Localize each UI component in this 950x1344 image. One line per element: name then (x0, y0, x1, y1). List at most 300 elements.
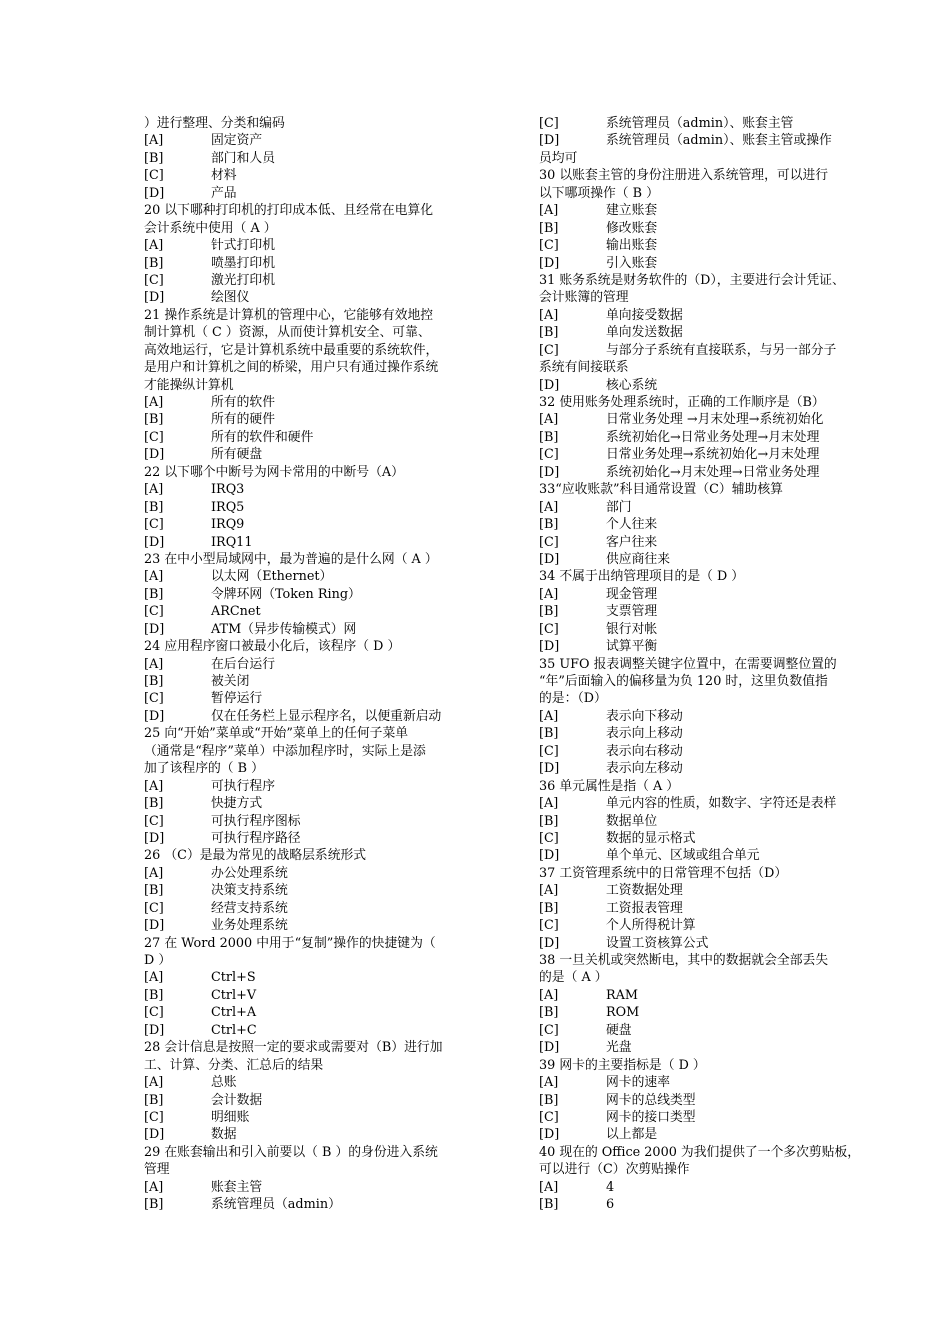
question-text-line: 34 不属于出纳管理项目的是（ D ） (539, 569, 745, 585)
question-text-line: 29 在账套输出和引入前要以（ B ）的身份进入系统 (144, 1144, 438, 1160)
answer-option (144, 673, 484, 690)
option-label: [B] (144, 796, 164, 812)
answer-option (539, 603, 885, 620)
option-text: Ctrl+V (211, 987, 257, 1003)
question-text-line: 工、计算、分类、汇总后的结果 (144, 1057, 324, 1073)
option-label: [C] (144, 1109, 164, 1125)
answer-option (144, 690, 484, 707)
option-text: 以太网（Ethernet） (211, 569, 333, 585)
option-text: 所有硬盘 (211, 447, 263, 463)
option-label: [D] (539, 255, 560, 271)
option-text: 快捷方式 (211, 796, 263, 812)
option-label: [A] (144, 395, 164, 410)
option-text: 暂停运行 (211, 691, 263, 707)
option-label: [A] (539, 586, 559, 602)
question-text-line: 系统有间接联系 (539, 360, 629, 376)
option-text: 数据的显示格式 (606, 830, 696, 846)
option-label: [A] (144, 656, 164, 672)
option-label: [A] (539, 499, 559, 515)
question-text-line: 员均可 (539, 150, 578, 166)
option-label: [C] (144, 429, 164, 445)
option-text: 修改账套 (606, 220, 658, 236)
question-text-line: （通常是“程序”菜单）中添加程序时，实际上是添 (144, 743, 426, 759)
answer-option (144, 621, 484, 638)
right-column (539, 115, 885, 1214)
option-label: [C] (539, 238, 559, 254)
option-text: 引入账套 (606, 255, 658, 271)
option-label: [A] (539, 708, 559, 724)
question-text-line: 的是（ A ） (539, 970, 608, 986)
option-label: [C] (539, 116, 559, 131)
option-text: Ctrl+S (211, 970, 256, 986)
answer-option (539, 255, 885, 272)
option-text: IRQ11 (211, 534, 253, 550)
option-label: [A] (144, 238, 164, 254)
answer-option (144, 882, 484, 899)
answer-option (539, 132, 885, 149)
option-text: 支票管理 (606, 604, 658, 620)
option-label: [A] (144, 865, 164, 881)
answer-option (144, 394, 484, 411)
answer-option (539, 1022, 885, 1039)
option-label: [B] (539, 517, 559, 533)
answer-option (539, 534, 885, 551)
answer-option (144, 411, 484, 428)
option-label: [A] (539, 883, 559, 899)
answer-option (539, 237, 885, 254)
answer-option (539, 1074, 885, 1091)
question-text-line: 25 向“开始”菜单或“开始”菜单上的任何子菜单 (144, 726, 409, 742)
answer-option (539, 847, 885, 864)
option-text: 设置工资核算公式 (606, 935, 709, 951)
option-label: [B] (144, 499, 164, 515)
option-label: [C] (539, 342, 559, 358)
answer-option (539, 220, 885, 237)
option-text: ATM（异步传输模式）网 (211, 621, 357, 637)
option-label: [D] (144, 1022, 165, 1038)
option-text: 系统管理员（admin）、账套主管或操作 (606, 133, 832, 149)
option-text: 单向发送数据 (606, 325, 683, 341)
answer-option (539, 760, 885, 777)
option-text: Ctrl+C (211, 1022, 257, 1038)
option-label: [A] (144, 970, 164, 986)
option-text: ARCnet (211, 604, 261, 620)
option-text: 被关闭 (211, 674, 250, 689)
answer-option (539, 324, 885, 341)
option-text: 银行对帐 (606, 621, 658, 637)
option-text: 针式打印机 (211, 238, 275, 254)
question-text-line: 23 在中小型局域网中，最为普遍的是什么网（ A ） (144, 551, 438, 567)
option-text: 表示向下移动 (606, 708, 683, 724)
option-text: 建立账套 (606, 203, 658, 219)
option-label: [C] (144, 900, 164, 916)
option-label: [D] (539, 761, 560, 777)
option-text: 办公处理系统 (211, 865, 288, 881)
answer-option (539, 1126, 885, 1143)
option-text: Ctrl+A (211, 1005, 257, 1021)
option-label: [D] (539, 464, 560, 480)
question-text-line: 37 工资管理系统中的日常管理不包括（D） (539, 865, 788, 881)
answer-option (144, 534, 484, 551)
option-label: [B] (144, 586, 164, 602)
answer-option (539, 516, 885, 533)
question-text-line: ）进行整理、分类和编码 (144, 116, 285, 131)
option-text: 可执行程序图标 (211, 813, 301, 829)
option-label: [C] (539, 1109, 559, 1125)
option-label: [A] (539, 987, 559, 1003)
question-text-line: 21 操作系统是计算机的管理中心，它能够有效地控 (144, 307, 434, 323)
option-label: [A] (144, 1075, 164, 1091)
answer-option (144, 132, 484, 149)
answer-option (539, 1092, 885, 1109)
option-text: 单元内容的性质，如数字、字符还是表样 (606, 796, 837, 812)
option-label: [D] (144, 534, 165, 550)
option-text: 客户往来 (606, 534, 658, 550)
answer-option (539, 1004, 885, 1021)
answer-option (144, 987, 484, 1004)
option-label: [C] (539, 621, 559, 637)
option-label: [B] (539, 1197, 559, 1213)
option-label: [C] (539, 743, 559, 759)
option-label: [C] (144, 691, 164, 707)
option-label: [D] (144, 830, 165, 846)
answer-option (144, 865, 484, 882)
option-text: 系统管理员（admin）、账套主管 (606, 116, 794, 131)
answer-option (539, 917, 885, 934)
option-label: [D] (539, 551, 560, 567)
answer-option (539, 551, 885, 568)
option-label: [A] (539, 796, 559, 812)
question-text-line: 以下哪项操作（ B ） (539, 185, 659, 201)
answer-option (539, 813, 885, 830)
option-label: [B] (539, 726, 559, 742)
option-text: 所有的硬件 (211, 412, 275, 428)
option-text: IRQ3 (211, 482, 245, 498)
answer-option (539, 882, 885, 899)
answer-option (539, 725, 885, 742)
answer-option (539, 115, 885, 132)
option-label: [D] (539, 377, 560, 393)
option-text: 令牌环网（Token Ring） (211, 586, 361, 602)
question-text-line: “年”后面输入的偏移量为负 120 时，这里负数值指 (539, 674, 828, 689)
answer-option (539, 987, 885, 1004)
option-label: [B] (144, 987, 164, 1003)
answer-option (539, 429, 885, 446)
answer-option (539, 1179, 885, 1196)
answer-option (144, 150, 484, 167)
option-text: 核心系统 (606, 377, 658, 393)
option-text: 部门 (606, 499, 632, 515)
option-label: [B] (539, 1005, 559, 1021)
question-text-line: 才能操纵计算机 (144, 377, 234, 393)
option-text: 可执行程序 (211, 778, 275, 794)
option-label: [A] (144, 778, 164, 794)
question-text-line: 30 以账套主管的身份注册进入系统管理，可以进行 (539, 168, 829, 184)
option-label: [C] (539, 830, 559, 846)
option-label: [C] (539, 1022, 559, 1038)
question-text-line: 会计系统中使用（ A ） (144, 220, 277, 236)
question-text-line: D ） (144, 953, 172, 968)
option-label: [A] (539, 1179, 559, 1195)
option-text: 喷墨打印机 (211, 255, 275, 271)
option-label: [B] (144, 412, 164, 428)
option-text: 与部分子系统有直接联系，与另一部分子 (606, 342, 837, 358)
answer-option (539, 1109, 885, 1126)
option-text: 仅在任务栏上显示程序名，以便重新启动 (211, 708, 442, 724)
answer-option (144, 568, 484, 585)
answer-option (144, 586, 484, 603)
answer-option (539, 795, 885, 812)
option-label: [C] (539, 534, 559, 550)
option-text: 试算平衡 (606, 639, 658, 655)
option-label: [B] (539, 325, 559, 341)
answer-option (539, 708, 885, 725)
question-text-line: 制计算机（ C ）资源，从而使计算机安全、可靠、 (144, 325, 431, 341)
left-column (144, 115, 484, 1214)
option-label: [C] (144, 517, 164, 533)
answer-option (539, 411, 885, 428)
answer-option (144, 499, 484, 516)
option-label: [D] (144, 621, 165, 637)
option-label: [D] (539, 133, 560, 149)
option-label: [B] (144, 883, 164, 899)
answer-option (539, 1196, 885, 1213)
option-label: [A] (144, 482, 164, 498)
answer-option (539, 621, 885, 638)
option-label: [B] (539, 604, 559, 620)
answer-option (144, 1092, 484, 1109)
answer-option (539, 464, 885, 481)
option-label: [D] (539, 1040, 560, 1056)
answer-option (144, 516, 484, 533)
answer-option (144, 255, 484, 272)
option-label: [B] (144, 150, 164, 166)
option-text: 决策支持系统 (211, 883, 288, 899)
option-text: 经营支持系统 (211, 900, 288, 916)
option-text: 以上都是 (606, 1127, 658, 1143)
answer-option (144, 1074, 484, 1091)
option-text: 输出账套 (606, 238, 658, 254)
option-text: 激光打印机 (211, 272, 275, 288)
answer-option (144, 272, 484, 289)
option-text: 在后台运行 (211, 656, 275, 672)
question-text-line: 是用户和计算机之间的桥梁，用户只有通过操作系统 (144, 360, 439, 376)
option-label: [C] (144, 272, 164, 288)
option-text: 可执行程序路径 (211, 830, 301, 846)
answer-option (144, 167, 484, 184)
option-text: 网卡的速率 (606, 1075, 670, 1091)
option-label: [B] (539, 1092, 559, 1108)
option-text: 网卡的总线类型 (606, 1092, 696, 1108)
answer-option (539, 377, 885, 394)
option-label: [B] (539, 220, 559, 236)
option-label: [B] (144, 1092, 164, 1108)
answer-option (144, 603, 484, 620)
option-text: 绘图仪 (211, 290, 250, 306)
answer-option (539, 202, 885, 219)
answer-option (539, 446, 885, 463)
question-text-line: 20 以下哪种打印机的打印成本低、且经常在电算化 (144, 203, 434, 219)
answer-option (144, 969, 484, 986)
option-label: [D] (144, 1127, 165, 1143)
option-label: [C] (144, 1005, 164, 1021)
question-text-line: 的是：（D） (539, 691, 607, 707)
option-label: [A] (144, 133, 164, 149)
answer-option (539, 638, 885, 655)
question-text-line: 27 在 Word 2000 中用于“复制”操作的快捷键为（ (144, 935, 436, 951)
option-text: 硬盘 (606, 1022, 632, 1038)
option-label: [A] (539, 307, 559, 323)
question-text-line: 32 使用账务处理系统时，正确的工作顺序是（B） (539, 395, 825, 410)
option-label: [A] (539, 1075, 559, 1091)
option-text: 系统初始化→月末处理→日常业务处理 (606, 464, 820, 480)
answer-option (144, 813, 484, 830)
option-text: 表示向上移动 (606, 726, 683, 742)
answer-option (144, 1126, 484, 1143)
option-text: 4 (606, 1179, 615, 1195)
answer-option (539, 900, 885, 917)
answer-option (539, 586, 885, 603)
answer-option (144, 778, 484, 795)
option-label: [C] (144, 168, 164, 184)
option-text: 表示向右移动 (606, 743, 683, 759)
answer-option (144, 289, 484, 306)
option-text: 日常业务处理 →月末处理→系统初始化 (606, 412, 824, 428)
option-text: 会计数据 (211, 1092, 263, 1108)
question-text-line: 加了该程序的（ B ） (144, 761, 264, 777)
question-text-line: 26 （C）是最为常见的战略层系统形式 (144, 848, 367, 864)
option-label: [B] (539, 900, 559, 916)
option-label: [D] (144, 918, 165, 934)
option-text: 表示向左移动 (606, 761, 683, 777)
option-text: 工资报表管理 (606, 900, 683, 916)
option-label: [C] (144, 604, 164, 620)
option-text: 账套主管 (211, 1179, 263, 1195)
option-text: 系统初始化→日常业务处理→月末处理 (606, 429, 820, 445)
option-label: [C] (539, 447, 559, 463)
answer-option (144, 446, 484, 463)
option-label: [A] (144, 569, 164, 585)
answer-option (144, 1179, 484, 1196)
option-label: [C] (144, 813, 164, 829)
option-label: [A] (539, 412, 559, 428)
option-label: [A] (539, 203, 559, 219)
option-text: 固定资产 (211, 133, 263, 149)
option-text: 供应商往来 (606, 551, 670, 567)
answer-option (144, 1004, 484, 1021)
option-text: 光盘 (606, 1040, 632, 1056)
question-text-line: 31 账务系统是财务软件的（D），主要进行会计凭证、 (539, 272, 845, 288)
option-label: [B] (539, 813, 559, 829)
answer-option (144, 917, 484, 934)
option-label: [D] (539, 1127, 560, 1143)
option-label: [B] (144, 255, 164, 271)
option-label: [C] (539, 918, 559, 934)
option-text: 材料 (211, 168, 237, 184)
option-text: 6 (606, 1197, 615, 1213)
option-text: 网卡的接口类型 (606, 1109, 696, 1125)
option-text: 业务处理系统 (211, 918, 288, 934)
option-text: ROM (606, 1005, 640, 1021)
option-text: 产品 (211, 185, 237, 201)
answer-option (144, 185, 484, 202)
answer-option (144, 237, 484, 254)
answer-option (539, 307, 885, 324)
option-text: 单向接受数据 (606, 307, 683, 323)
option-text: IRQ5 (211, 499, 245, 515)
answer-option (144, 708, 484, 725)
question-text-line: 可以进行（C）次剪贴操作 (539, 1162, 690, 1178)
answer-option (539, 499, 885, 516)
option-text: 工资数据处理 (606, 883, 683, 899)
question-text-line: 管理 (144, 1162, 170, 1178)
option-label: [A] (144, 1179, 164, 1195)
option-label: [D] (539, 848, 560, 864)
answer-option (144, 1109, 484, 1126)
option-label: [B] (144, 674, 164, 689)
answer-option (144, 481, 484, 498)
option-text: 总账 (211, 1075, 237, 1091)
question-text-line: 22 以下哪个中断号为网卡常用的中断号（A） (144, 464, 404, 480)
option-label: [D] (144, 185, 165, 201)
option-text: 部门和人员 (211, 150, 275, 166)
answer-option (539, 935, 885, 952)
question-text-line: 35 UFO 报表调整关键字位置中，在需要调整位置的 (539, 656, 837, 672)
option-text: IRQ9 (211, 517, 245, 533)
question-text-line: 36 单元属性是指（ A ） (539, 778, 680, 794)
question-text-line: 39 网卡的主要指标是（ D ） (539, 1057, 706, 1073)
option-text: RAM (606, 987, 638, 1003)
option-label: [D] (539, 935, 560, 951)
answer-option (144, 1196, 484, 1213)
option-text: 数据 (211, 1127, 237, 1143)
question-text-line: 40 现在的 Office 2000 为我们提供了一个多次剪贴板， (539, 1144, 861, 1160)
question-text-line: 33“应收账款”科目通常设置（C）辅助核算 (539, 482, 783, 498)
option-label: [D] (539, 639, 560, 655)
question-text-line: 24 应用程序窗口被最小化后，该程序（ D ） (144, 639, 401, 655)
option-label: [D] (144, 447, 165, 463)
option-label: [B] (144, 1197, 164, 1213)
option-text: 所有的软件和硬件 (211, 429, 314, 445)
option-text: 现金管理 (606, 586, 658, 602)
question-text-line: 38 一旦关机或突然断电，其中的数据就会全部丢失 (539, 953, 829, 968)
option-text: 日常业务处理→系统初始化→月末处理 (606, 447, 820, 463)
option-label: [B] (539, 429, 559, 445)
question-text-line: 高效地运行，它是计算机系统中最重要的系统软件， (144, 342, 439, 358)
answer-option (539, 743, 885, 760)
option-text: 所有的软件 (211, 395, 275, 410)
option-text: 单个单元、区域或组合单元 (606, 848, 760, 864)
answer-option (144, 830, 484, 847)
answer-option (539, 830, 885, 847)
option-text: 系统管理员（admin） (211, 1197, 341, 1213)
answer-option (539, 342, 885, 359)
answer-option (144, 1022, 484, 1039)
question-text-line: 28 会计信息是按照一定的要求或需要对（B）进行加 (144, 1040, 443, 1056)
answer-option (144, 795, 484, 812)
option-text: 明细账 (211, 1109, 250, 1125)
answer-option (144, 900, 484, 917)
question-text-line: 会计账簿的管理 (539, 290, 629, 306)
option-text: 个人往来 (606, 517, 658, 533)
answer-option (539, 1039, 885, 1056)
answer-option (144, 656, 484, 673)
option-text: 个人所得税计算 (606, 918, 696, 934)
option-label: [D] (144, 708, 165, 724)
option-text: 数据单位 (606, 813, 658, 829)
answer-option (144, 429, 484, 446)
option-label: [D] (144, 290, 165, 306)
